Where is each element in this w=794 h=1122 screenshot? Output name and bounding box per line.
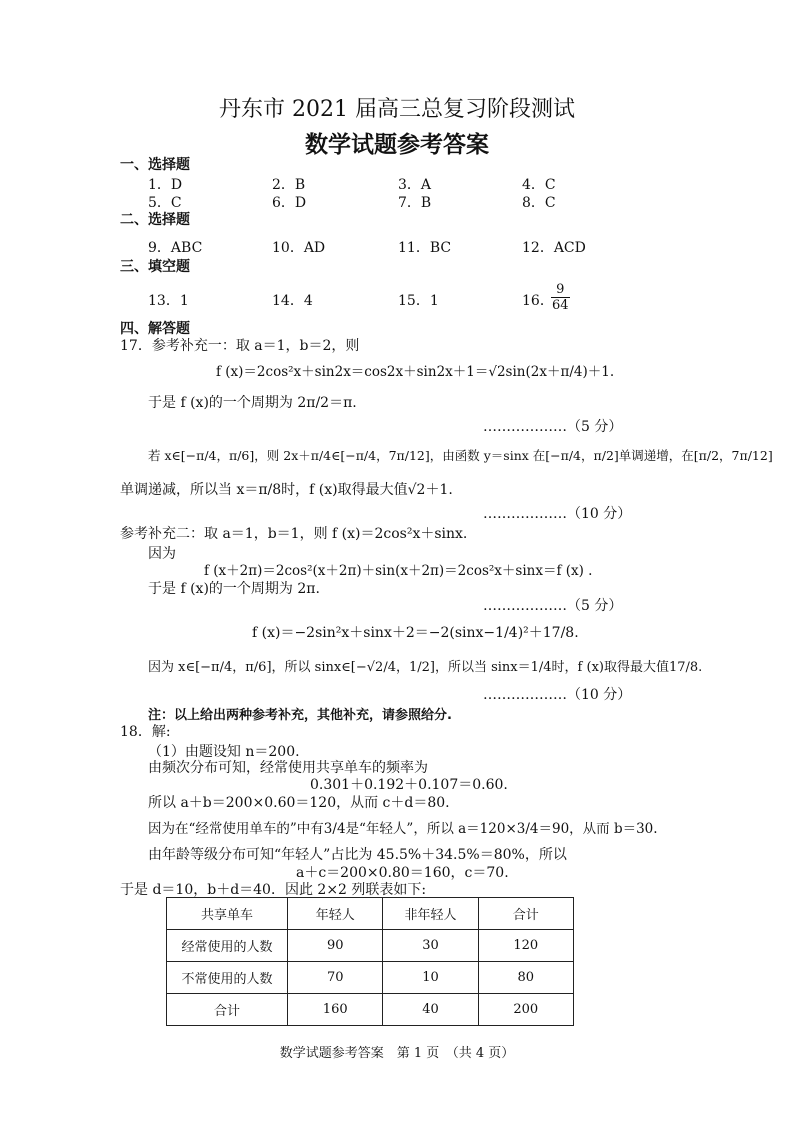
answer-9: 9．ABC: [148, 240, 203, 256]
table-header-cell: 共享单车: [167, 898, 288, 930]
q17-line: 若 x∈[−π/4，π/6]，则 2x＋π/4∈[−π/4，7π/12]，由函数 y＝sinx 在[−π/4，π/2]单调递增，在[π/2，7π/12]: [148, 448, 773, 463]
answer-15: 15．1: [398, 293, 439, 309]
table-header-row: [167, 898, 574, 930]
answer-6: 6．D: [272, 195, 307, 211]
table-cell: 10: [383, 962, 478, 994]
table-cell: 合计: [167, 994, 288, 1026]
q18-line: 由频次分布可知，经常使用共享单车的频率为: [148, 760, 428, 776]
table-cell: 90: [288, 930, 383, 962]
page-footer: 数学试题参考答案 第 1 页 （共 4 页）: [279, 1046, 515, 1061]
answer-7: 7．B: [398, 195, 432, 211]
table-cell: 40: [383, 994, 478, 1026]
q18-line: a＋c＝200×0.80＝160，c＝70.: [296, 865, 509, 881]
q18-line: 所以 a＋b＝200×0.60＝120，从而 c＋d＝80.: [148, 795, 450, 811]
q18-line: 因为在“经常使用单车的”中有3/4是“年轻人”，所以 a＝120×3/4＝90，从而 b＝30.: [148, 821, 658, 837]
table-row: [167, 994, 574, 1026]
q17-line: 因为 x∈[−π/4，π/6]，所以 sinx∈[−√2/4，1/2]，所以当 sinx＝1/4时，f (x)取得最大值17/8.: [148, 660, 703, 675]
table-cell: 200: [478, 994, 573, 1026]
score-mark: ………………（5 分）: [483, 419, 623, 435]
table-cell: 70: [288, 962, 383, 994]
exam-title: 丹东市 2021 届高三总复习阶段测试: [219, 97, 575, 122]
q17-line: 单调递减，所以当 x＝π/8时，f (x)取得最大值√2＋1.: [120, 482, 453, 498]
q17-line: 于是 f (x)的一个周期为 2π/2＝π.: [148, 395, 357, 411]
table-row: [167, 962, 574, 994]
answer-key-title: 数学试题参考答案: [305, 132, 489, 158]
answer-14: 14．4: [272, 293, 313, 309]
answer-4: 4．C: [522, 177, 556, 193]
table-cell: 160: [288, 994, 383, 1026]
answer-11: 11．BC: [398, 240, 452, 256]
q18-line: 0.301＋0.192＋0.107＝0.60.: [310, 777, 508, 793]
answer-16-fraction: [551, 282, 570, 313]
section-heading-fill-blank: 三、填空题: [120, 259, 190, 275]
answer-16-denominator: 64: [552, 298, 569, 313]
q18-line: 于是 d＝10，b＋d＝40．因此 2×2 列联表如下:: [120, 882, 427, 898]
score-mark: ………………（10 分）: [483, 687, 632, 703]
answer-16-label: 16．: [522, 293, 554, 309]
table-cell: 30: [383, 930, 478, 962]
table-cell: 80: [478, 962, 573, 994]
answer-1: 1．D: [148, 177, 183, 193]
answer-5: 5．C: [148, 195, 182, 211]
table-cell: 经常使用的人数: [167, 930, 288, 962]
q18-line: 由年龄等级分布可知“年轻人”占比为 45.5%＋34.5%＝80%，所以: [148, 847, 567, 863]
q17-line: 因为: [148, 546, 176, 562]
answer-12: 12．ACD: [522, 240, 586, 256]
score-mark: ………………（5 分）: [483, 598, 623, 614]
section-heading-solutions: 四、解答题: [120, 321, 190, 337]
answer-8: 8．C: [522, 195, 556, 211]
q17-line: 于是 f (x)的一个周期为 2π.: [148, 581, 320, 597]
score-mark: ………………（10 分）: [483, 506, 632, 522]
table-cell: 不常使用的人数: [167, 962, 288, 994]
q17-line: f (x＋2π)＝2cos²(x＋2π)＋sin(x＋2π)＝2cos²x＋sinx＝f (x) .: [204, 563, 593, 579]
section-heading-choice: 一、选择题: [120, 157, 190, 173]
table-header-cell: 合计: [478, 898, 573, 930]
contingency-table: [166, 897, 574, 1026]
answer-3: 3．A: [398, 177, 432, 193]
table-row: [167, 930, 574, 962]
q17-line: f (x)＝−2sin²x＋sinx＋2＝−2(sinx−1/4)²＋17/8.: [252, 625, 579, 641]
q17-line: f (x)＝2cos²x＋sin2x＝cos2x＋sin2x＋1＝√2sin(2x＋π/4)＋1.: [216, 364, 615, 380]
q17-line: 参考补充二：取 a＝1，b＝1，则 f (x)＝2cos²x＋sinx.: [120, 526, 468, 542]
section-heading-multi-choice: 二、选择题: [120, 212, 190, 228]
answer-10: 10．AD: [272, 240, 326, 256]
q18-line: （1）由题设知 n＝200.: [148, 744, 300, 760]
grading-note: 注：以上给出两种参考补充，其他补充，请参照给分.: [148, 708, 452, 723]
table-cell: 120: [478, 930, 573, 962]
answer-2: 2．B: [272, 177, 306, 193]
answer-16-numerator: 9: [551, 282, 570, 298]
answer-13: 13．1: [148, 293, 189, 309]
q17-line: 17．参考补充一：取 a＝1，b＝2，则: [120, 338, 360, 354]
table-header-cell: 年轻人: [288, 898, 383, 930]
table-header-cell: 非年轻人: [383, 898, 478, 930]
q18-line: 18．解:: [120, 724, 171, 740]
